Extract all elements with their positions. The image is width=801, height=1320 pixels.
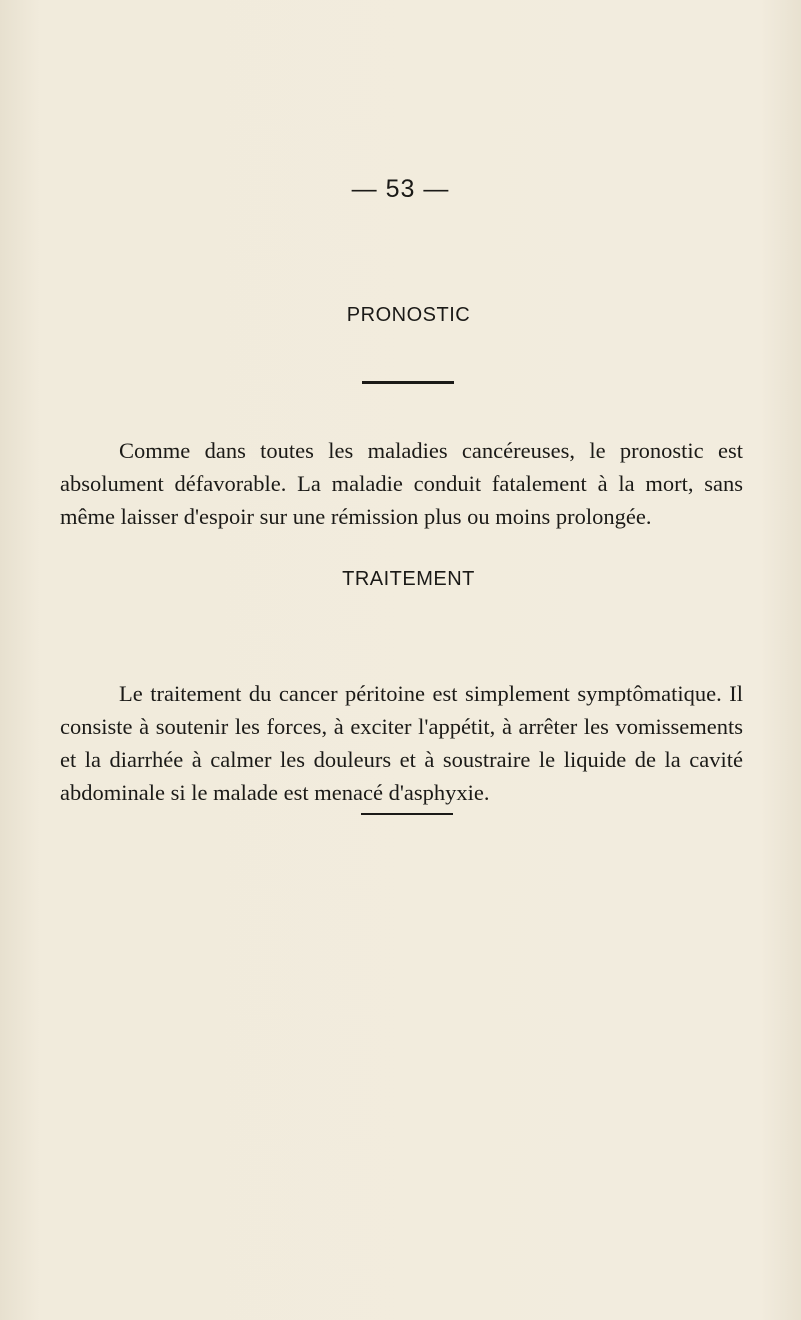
section-heading-traitement: TRAITEMENT [342, 568, 475, 590]
paragraph-traitement: Le traitement du cancer péritoine est simplement symptômatique. Il consiste à soutenir les forces, à exciter l'appétit, à arrêter les vomissements et la diarrhée à calmer les douleurs et à soustraire le liquide de la cavité abdominale si le malade est menacé d'asphyxie. [60, 681, 743, 805]
paragraph-pronostic: Comme dans toutes les maladies cancéreuses, le pronostic est absolument défavorable. La maladie conduit fatalement à la mort, sans même laisser d'espoir sur une rémission plus ou moins prolongée. [60, 438, 743, 529]
section-divider [362, 381, 454, 384]
page-number: — 53 — [351, 175, 450, 203]
section-heading-pronostic: PRONOSTIC [346, 304, 471, 326]
end-divider [361, 813, 453, 815]
